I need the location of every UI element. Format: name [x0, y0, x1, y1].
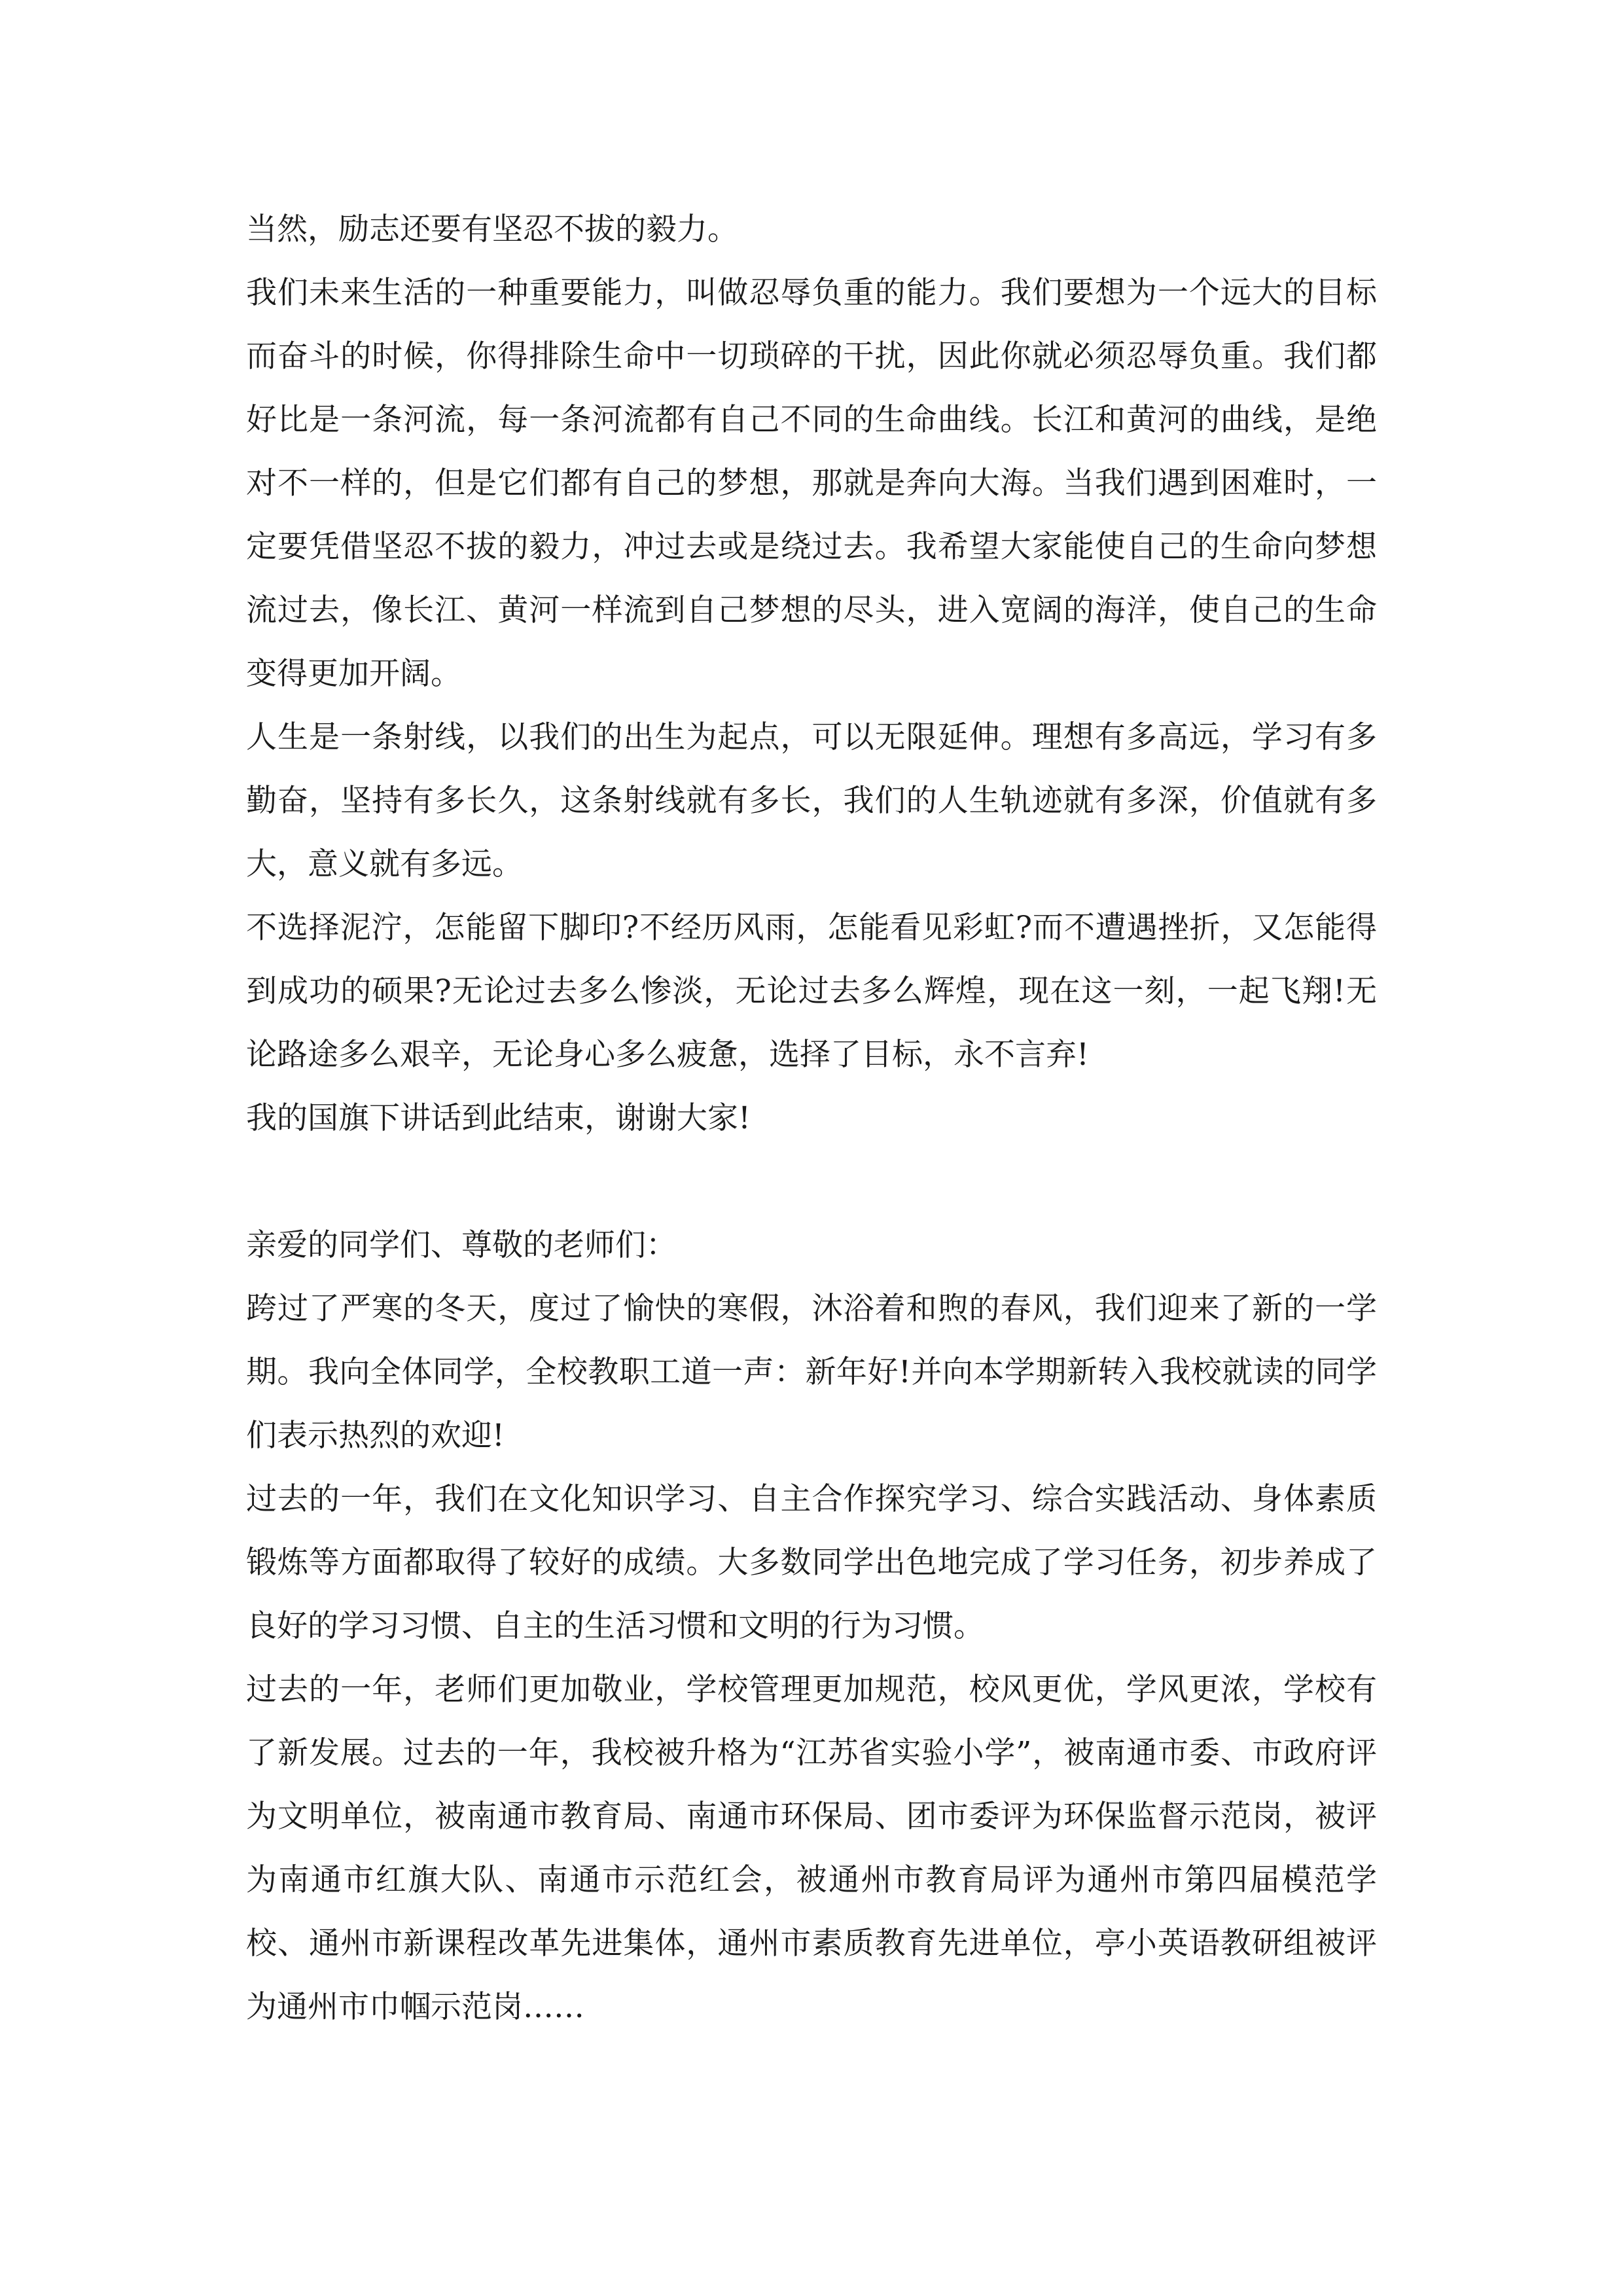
- paragraph-school-achievements: 过去的一年，老师们更加敬业，学校管理更加规范，校风更优，学风更浓，学校有了新发展。过去的一年，我校被升格为“江苏省实验小学”，被南通市委、市政府评为文明单位，被南通市教育局、南通市环保局、团市委评为环保监督示范岗，被评为南通市红旗大队、南通市示范红会，被通州市教育局评为通州市第四届模范学校、通州市新课程改革先进集体，通州市素质教育先进单位，亭小英语教研组被评为通州市巾帼示范岗……: [246, 1672, 1377, 2025]
- paragraph-never-give-up: 不选择泥泞，怎能留下脚印?不经历风雨，怎能看见彩虹?而不遭遇挫折，又怎能得到成功的硕果?无论过去多么惨淡，无论过去多么辉煌，现在这一刻，一起飞翔!无论路途多么艰辛，无论身心多么疲惫，选择了目标，永不言弃!: [246, 910, 1377, 1073]
- paragraph-greeting: 亲爱的同学们、尊敬的老师们：: [246, 1227, 677, 1263]
- paragraph-perseverance: 当然，励志还要有坚忍不拔的毅力。: [246, 211, 738, 247]
- paragraph-new-semester: 跨过了严寒的冬天，度过了愉快的寒假，沐浴着和煦的春风，我们迎来了新的一学期。我向全体同学，全校教职工道一声：新年好!并向本学期新转入我校就读的同学们表示热烈的欢迎!: [246, 1291, 1377, 1454]
- document-body: [246, 198, 1377, 2039]
- section-gap: [246, 1150, 1377, 1213]
- paragraph-endurance: 我们未来生活的一种重要能力，叫做忍辱负重的能力。我们要想为一个远大的目标而奋斗的时候，你得排除生命中一切琐碎的干扰，因此你就必须忍辱负重。我们都好比是一条河流，每一条河流都有自己不同的生命曲线。长江和黄河的曲线，是绝对不一样的，但是它们都有自己的梦想，那就是奔向大海。当我们遇到困难时，一定要凭借坚忍不拔的毅力，冲过去或是绕过去。我希望大家能使自己的生命向梦想流过去，像长江、黄河一样流到自己梦想的尽头，进入宽阔的海洋，使自己的生命变得更加开阔。: [246, 275, 1377, 692]
- paragraph-student-achievements: 过去的一年，我们在文化知识学习、自主合作探究学习、综合实践活动、身体素质锻炼等方面都取得了较好的成绩。大多数同学出色地完成了学习任务，初步养成了良好的学习习惯、自主的生活习惯和文明的行为习惯。: [246, 1481, 1377, 1644]
- paragraph-closing: 我的国旗下讲话到此结束，谢谢大家!: [246, 1100, 751, 1136]
- paragraph-life-ray: 人生是一条射线，以我们的出生为起点，可以无限延伸。理想有多高远，学习有多勤奋，坚持有多长久，这条射线就有多长，我们的人生轨迹就有多深，价值就有多大，意义就有多远。: [246, 719, 1377, 882]
